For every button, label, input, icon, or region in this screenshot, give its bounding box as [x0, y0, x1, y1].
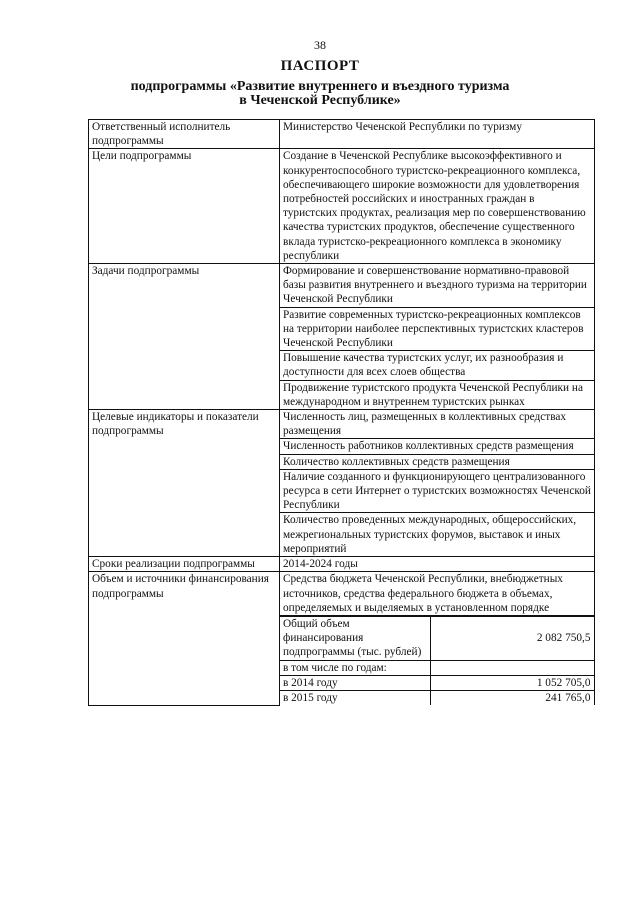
row-terms [89, 557, 595, 572]
row-funding [89, 572, 595, 616]
funding-year-value: 241 765,0 [431, 690, 595, 705]
goals-value: Создание в Чеченской Республике высокоэффективного и конкурентоспособного туристско-рекреационного комплекса, обеспечивающего широкие возможности для удовлетворения потребностей российских и иностранных граждан в туристских продуктах, реализация мер по совершенствованию качества туристских продуктов, обеспечение существенного вклада туристско-рекреационного комплекса в экономику республики [280, 149, 595, 264]
funding-year-value: 1 052 705,0 [431, 675, 595, 690]
funding-total-row [280, 616, 594, 660]
indicators-label: Целевые индикаторы и показатели подпрограммы [89, 410, 280, 557]
funding-year-row [280, 675, 594, 690]
row-goals [89, 149, 595, 264]
page-number: 38 [314, 38, 326, 52]
funding-breakdown-cell [280, 615, 595, 705]
funding-year-label: в 2014 году [280, 675, 431, 690]
passport-table [88, 119, 595, 706]
task-item: Повышение качества туристских услуг, их разнообразия и доступности для всех слоев общества [280, 351, 595, 380]
row-indicators [89, 410, 595, 439]
funding-by-year-row [280, 660, 594, 675]
terms-label: Сроки реализации подпрограммы [89, 557, 280, 572]
row-executor [89, 120, 595, 149]
tasks-label: Задачи подпрограммы [89, 264, 280, 410]
funding-breakdown-table [280, 616, 595, 705]
funding-value: Средства бюджета Чеченской Республики, внебюджетных источников, средства федерального бюджета в объемах, определяемых и выделяемых в установленном порядке [280, 572, 595, 616]
subtitle-line-2: в Чеченской Республике» [239, 93, 401, 108]
funding-year-row [280, 690, 594, 705]
executor-label: Ответственный исполнитель подпрограммы [89, 120, 280, 149]
subtitle-line-1: подпрограммы «Развитие внутреннего и въездного туризма [130, 79, 510, 94]
document-subtitle [90, 80, 550, 108]
document-title: ПАСПОРТ [280, 58, 360, 74]
task-item: Продвижение туристского продукта Чеченской Республики на международном и внутреннем туристских рынках [280, 380, 595, 409]
row-tasks [89, 264, 595, 308]
funding-by-year-empty [431, 660, 595, 675]
funding-year-label: в 2015 году [280, 690, 431, 705]
funding-label: Объем и источники финансирования подпрограммы [89, 572, 280, 705]
funding-total-value: 2 082 750,5 [431, 616, 595, 660]
indicator-item: Численность лиц, размещенных в коллективных средствах размещения [280, 410, 595, 439]
task-item: Формирование и совершенствование нормативно-правовой базы развития внутреннего и въездного туризма на территории Чеченской Республики [280, 264, 595, 308]
indicator-item: Наличие созданного и функционирующего централизованного ресурса в сети Интернет о туристских возможностях Чеченской Республики [280, 469, 595, 513]
indicator-item: Численность работников коллективных средств размещения [280, 439, 595, 454]
terms-value: 2014-2024 годы [280, 557, 595, 572]
indicator-item: Количество проведенных международных, общероссийских, межрегиональных туристских форумов, выставок и иных мероприятий [280, 513, 595, 557]
executor-value: Министерство Чеченской Республики по туризму [280, 120, 595, 149]
task-item: Развитие современных туристско-рекреационных комплексов на территории наиболее перспективных туристских кластеров Чеченской Республики [280, 307, 595, 351]
funding-by-year-label: в том числе по годам: [280, 660, 431, 675]
goals-label: Цели подпрограммы [89, 149, 280, 264]
indicator-item: Количество коллективных средств размещения [280, 454, 595, 469]
funding-total-label: Общий объем финансирования подпрограммы (тыс. рублей) [280, 616, 431, 660]
